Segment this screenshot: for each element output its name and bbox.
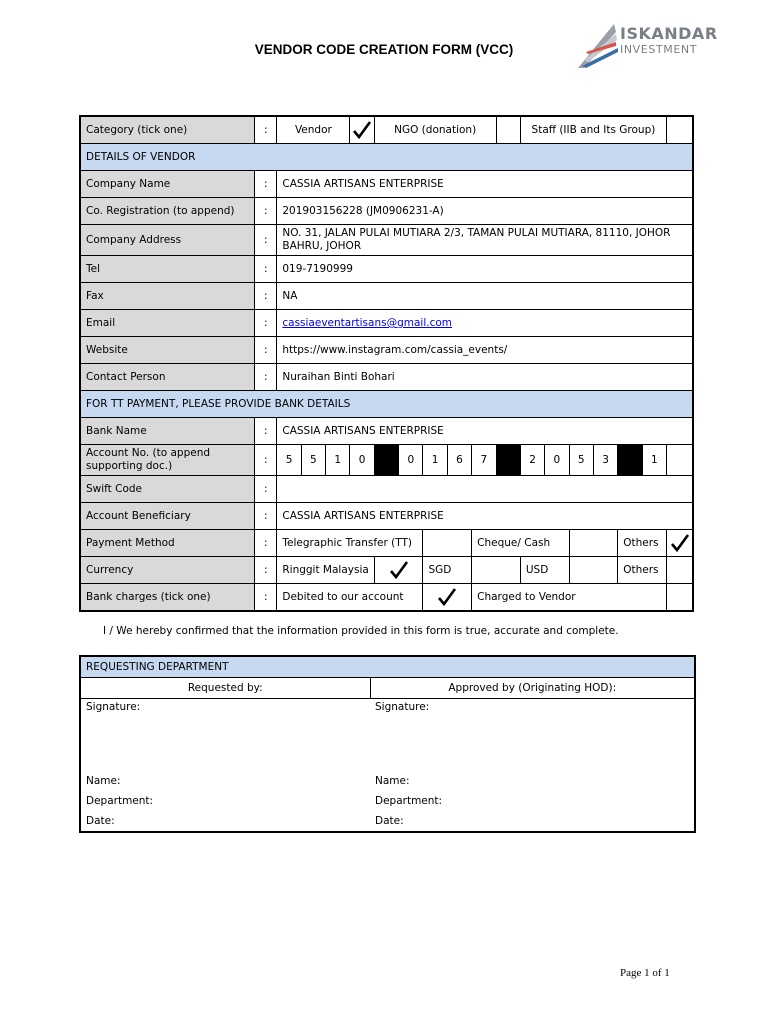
- field-label: Company Name: [80, 171, 255, 198]
- currency-option-sgd: SGD: [423, 557, 472, 584]
- category-row: [80, 116, 693, 144]
- colon: :: [255, 198, 277, 225]
- bank-row-charges: [80, 584, 693, 612]
- field-label: Tel: [80, 256, 255, 283]
- field-label: Bank Name: [80, 418, 255, 445]
- address-field[interactable]: NO. 31, JALAN PULAI MUTIARA 2/3, TAMAN PULAI MUTIARA, 81110, JOHOR BAHRU, JOHOR: [277, 225, 693, 256]
- account-digit[interactable]: 3: [593, 445, 617, 476]
- charges-option-vendor: Charged to Vendor: [472, 584, 667, 612]
- account-digit[interactable]: 1: [642, 445, 666, 476]
- colon: :: [255, 503, 277, 530]
- account-digit[interactable]: 6: [447, 445, 471, 476]
- logo-mark-icon: [576, 22, 620, 70]
- colon: :: [255, 283, 277, 310]
- category-option-ngo: NGO (donation): [374, 116, 496, 144]
- currency-sgd-checkbox[interactable]: [472, 557, 521, 584]
- website-field[interactable]: https://www.instagram.com/cassia_events/: [277, 337, 693, 364]
- bank-row-beneficiary: [80, 503, 693, 530]
- requesting-department-table: [79, 655, 696, 833]
- bank-row-currency: [80, 557, 693, 584]
- tel-field[interactable]: 019-7190999: [277, 256, 693, 283]
- colon: :: [255, 310, 277, 337]
- field-label: Company Address: [80, 225, 255, 256]
- vendor-row-fax: [80, 283, 693, 310]
- form-title: VENDOR CODE CREATION FORM (VCC): [254, 42, 514, 57]
- payment-cheque-checkbox[interactable]: [569, 530, 618, 557]
- account-digit[interactable]: 1: [326, 445, 350, 476]
- colon: :: [255, 584, 277, 612]
- vendor-row-registration: [80, 198, 693, 225]
- colon: :: [255, 225, 277, 256]
- account-digit[interactable]: 7: [472, 445, 496, 476]
- confirmation-statement: I / We hereby confirmed that the information provided in this form is true, accurate and complete.: [103, 625, 619, 637]
- category-vendor-checkbox[interactable]: [350, 116, 374, 144]
- page-number: Page 1 of 1: [620, 967, 670, 979]
- vendor-form-table: [79, 115, 694, 612]
- vendor-row-address: [80, 225, 693, 256]
- email-link[interactable]: cassiaeventartisans@gmail.com: [282, 317, 453, 329]
- field-label: Account No. (to append supporting doc.): [80, 445, 255, 476]
- approver-signature-field[interactable]: Signature:: [370, 699, 695, 772]
- category-option-vendor: Vendor: [277, 116, 350, 144]
- bank-row-swift: [80, 476, 693, 503]
- logo-text-secondary: INVESTMENT: [620, 43, 698, 56]
- vendor-row-tel: [80, 256, 693, 283]
- fax-field[interactable]: NA: [277, 283, 693, 310]
- field-label: Co. Registration (to append): [80, 198, 255, 225]
- contact-person-field[interactable]: Nuraihan Binti Bohari: [277, 364, 693, 391]
- currency-rm-checkbox[interactable]: [374, 557, 423, 584]
- account-digit[interactable]: 1: [423, 445, 447, 476]
- company-logo: [576, 20, 736, 72]
- colon: :: [255, 337, 277, 364]
- bank-row-account: [80, 445, 693, 476]
- colon: :: [255, 171, 277, 198]
- colon: :: [255, 445, 277, 476]
- account-digit[interactable]: 5: [569, 445, 593, 476]
- field-label: Contact Person: [80, 364, 255, 391]
- charges-vendor-checkbox[interactable]: [667, 584, 694, 612]
- account-separator: [618, 445, 642, 476]
- account-separator: [374, 445, 398, 476]
- colon: :: [255, 256, 277, 283]
- bank-row-name: [80, 418, 693, 445]
- approver-date-field[interactable]: Date:: [370, 811, 695, 832]
- section-header-requesting: REQUESTING DEPARTMENT: [80, 656, 695, 678]
- currency-others-checkbox[interactable]: [667, 557, 694, 584]
- field-label: Email: [80, 310, 255, 337]
- category-option-staff: Staff (IIB and Its Group): [520, 116, 666, 144]
- colon: :: [255, 476, 277, 503]
- requester-name-field[interactable]: Name:: [80, 771, 370, 791]
- vendor-row-website: [80, 337, 693, 364]
- bank-name-field[interactable]: CASSIA ARTISANS ENTERPRISE: [277, 418, 693, 445]
- registration-field[interactable]: 201903156228 (JM0906231-A): [277, 198, 693, 225]
- account-digit[interactable]: 0: [350, 445, 374, 476]
- company-name-field[interactable]: CASSIA ARTISANS ENTERPRISE: [277, 171, 693, 198]
- field-label: Payment Method: [80, 530, 255, 557]
- category-label: Category (tick one): [80, 116, 255, 144]
- account-separator: [496, 445, 520, 476]
- field-label: Swift Code: [80, 476, 255, 503]
- approved-by-label: Approved by (Originating HOD):: [370, 678, 695, 699]
- colon: :: [255, 530, 277, 557]
- field-label: Fax: [80, 283, 255, 310]
- check-icon: [388, 560, 410, 580]
- colon: :: [255, 418, 277, 445]
- field-label: Account Beneficiary: [80, 503, 255, 530]
- approver-department-field[interactable]: Department:: [370, 791, 695, 811]
- account-digit[interactable]: 5: [277, 445, 301, 476]
- requested-by-label: Requested by:: [80, 678, 370, 699]
- currency-usd-checkbox[interactable]: [569, 557, 618, 584]
- email-field: [277, 310, 693, 337]
- vendor-row-company-name: [80, 171, 693, 198]
- account-digit[interactable]: 0: [545, 445, 569, 476]
- check-icon: [351, 120, 373, 140]
- payment-option-others: Others: [618, 530, 667, 557]
- section-header-vendor: DETAILS OF VENDOR: [80, 144, 693, 171]
- requester-signature-field[interactable]: Signature:: [80, 699, 370, 772]
- colon: :: [255, 116, 277, 144]
- check-icon: [436, 587, 458, 607]
- charges-debited-checkbox[interactable]: [423, 584, 472, 612]
- account-digit[interactable]: 5: [301, 445, 325, 476]
- colon: :: [255, 364, 277, 391]
- approver-name-field[interactable]: Name:: [370, 771, 695, 791]
- field-label: Website: [80, 337, 255, 364]
- field-label: Currency: [80, 557, 255, 584]
- account-digit[interactable]: [667, 445, 694, 476]
- requester-date-field[interactable]: Date:: [80, 811, 370, 832]
- check-icon: [669, 533, 691, 553]
- logo-text-primary: ISKANDAR: [620, 24, 718, 43]
- vendor-row-contact: [80, 364, 693, 391]
- account-digit[interactable]: 0: [399, 445, 423, 476]
- payment-option-tt: Telegraphic Transfer (TT): [277, 530, 423, 557]
- requester-department-field[interactable]: Department:: [80, 791, 370, 811]
- bank-row-payment: [80, 530, 693, 557]
- colon: :: [255, 557, 277, 584]
- currency-option-usd: USD: [520, 557, 569, 584]
- currency-option-others: Others: [618, 557, 667, 584]
- category-staff-checkbox[interactable]: [667, 116, 694, 144]
- payment-others-checkbox[interactable]: [667, 530, 694, 557]
- field-label: Bank charges (tick one): [80, 584, 255, 612]
- account-digit[interactable]: 2: [520, 445, 544, 476]
- payment-tt-checkbox[interactable]: [423, 530, 472, 557]
- beneficiary-field[interactable]: CASSIA ARTISANS ENTERPRISE: [277, 503, 693, 530]
- category-ngo-checkbox[interactable]: [496, 116, 520, 144]
- charges-option-debited: Debited to our account: [277, 584, 423, 612]
- payment-option-cheque: Cheque/ Cash: [472, 530, 569, 557]
- currency-option-rm: Ringgit Malaysia: [277, 557, 374, 584]
- section-header-bank: FOR TT PAYMENT, PLEASE PROVIDE BANK DETAILS: [80, 391, 693, 418]
- vendor-row-email: [80, 310, 693, 337]
- swift-code-field[interactable]: [277, 476, 693, 503]
